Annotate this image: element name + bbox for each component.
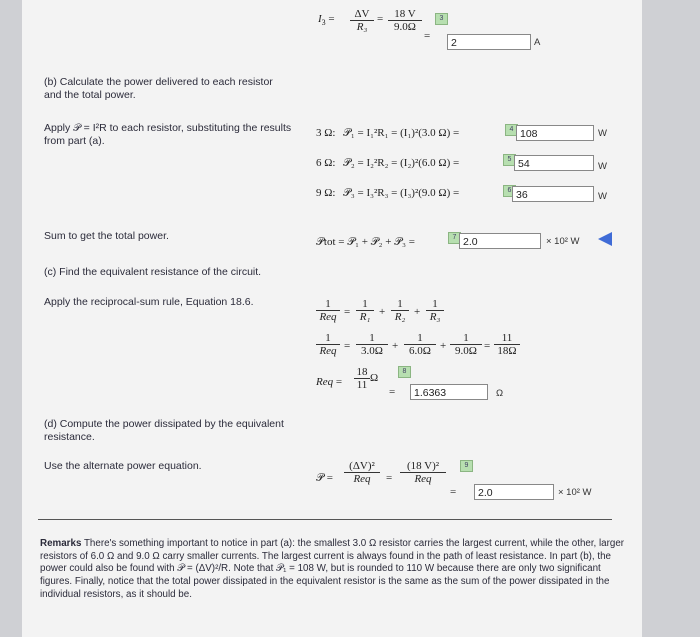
p-answer-input[interactable]: 2.0 — [474, 484, 554, 500]
part-b-instruction: Apply 𝒫 = I²R to each resistor, substituting the results from part (a). — [44, 122, 292, 147]
equals-sign: = — [344, 340, 351, 352]
part-c-instruction: Apply the reciprocal-sum rule, Equation 18.6. — [44, 296, 254, 308]
row1-expression: 𝒫₁ = I₁²R₁ = (I₁)²(3.0 Ω) = — [343, 127, 460, 139]
r3-fraction: $\frac{1}{\text{R₃}}$ — [426, 298, 444, 323]
i3-fraction-1: $\frac{\Delta V}{\text{R₃}}$ — [350, 8, 374, 33]
mouse-cursor-icon — [598, 232, 612, 246]
d1-fraction: $\frac{1}{3.0\Omega}$ — [356, 332, 388, 357]
equals-sign: = — [424, 30, 431, 42]
remarks-title: Remarks — [40, 538, 82, 549]
result-fraction: $\frac{11}{18\Omega}$ — [494, 332, 520, 357]
equals-sign: = — [377, 13, 384, 25]
alt-power-fraction-1: (ΔV)² Req — [344, 460, 380, 485]
part-c-prompt: (c) Find the equivalent resistance of the circuit. — [44, 266, 262, 278]
plus-sign: + — [379, 306, 386, 318]
p3-answer-input[interactable]: 36 — [512, 186, 594, 202]
ohm-symbol: Ω — [370, 372, 379, 384]
plus-sign: + — [440, 340, 447, 352]
step-5-icon[interactable]: 5 — [503, 154, 516, 166]
plus-sign: + — [414, 306, 421, 318]
p1-unit: W — [598, 128, 607, 139]
d2-fraction: $\frac{1}{6.0\Omega}$ — [404, 332, 436, 357]
req-value-fraction: $\frac{18}{11}$ — [354, 366, 370, 391]
r2-fraction: $\frac{1}{\text{R₂}}$ — [391, 298, 409, 323]
d3-fraction: $\frac{1}{9.0\Omega}$ — [450, 332, 482, 357]
i3-answer-input[interactable]: 2 — [447, 34, 531, 50]
step-4-icon[interactable]: 4 — [505, 124, 518, 136]
req-answer-input[interactable]: 1.6363 — [410, 384, 488, 400]
step-3-icon[interactable]: 3 — [435, 13, 448, 25]
part-d-prompt: (d) Compute the power dissipated by the equivalent resistance. — [44, 418, 284, 443]
part-d-instruction: Use the alternate power equation. — [44, 460, 202, 472]
row2-expression: 𝒫₂ = I₂²R₂ = (I₂)²(6.0 Ω) = — [343, 157, 460, 169]
sum-expression: 𝒫tot = 𝒫₁ + 𝒫₂ + 𝒫₃ = — [316, 236, 415, 248]
p-symbol: 𝒫 = — [316, 472, 333, 484]
step-7-icon[interactable]: 7 — [448, 232, 461, 244]
equals-sign: = — [484, 340, 491, 352]
row3-label: 9 Ω: — [316, 187, 336, 199]
equals-sign: = — [450, 486, 457, 498]
i3-symbol: $I_3$ = — [318, 13, 335, 28]
p2-unit: W — [598, 161, 607, 172]
i3-fraction-2: $\frac{18 V}{9.0\Omega}$ — [388, 8, 422, 33]
step-6-icon[interactable]: 6 — [503, 185, 516, 197]
p-unit: × 10² W — [558, 487, 592, 498]
step-9-icon[interactable]: 9 — [460, 460, 473, 472]
i3-unit: A — [534, 37, 541, 48]
req-unit: Ω — [496, 388, 504, 399]
equals-sign: = — [344, 306, 351, 318]
sum-instruction: Sum to get the total power. — [44, 230, 169, 242]
row1-label: 3 Ω: — [316, 127, 336, 139]
alt-power-fraction-2: (18 V)² Req — [400, 460, 446, 485]
plus-sign: + — [392, 340, 399, 352]
row3-expression: 𝒫₃ = I₃²R₃ = (I₃)²(9.0 Ω) = — [343, 187, 460, 199]
equals-sign: = — [389, 386, 396, 398]
req-symbol: Req = — [316, 376, 343, 388]
remarks-paragraph — [40, 538, 630, 602]
part-b-prompt: (b) Calculate the power delivered to each resistor and the total power. — [44, 76, 273, 101]
req-fraction: 1 Req — [316, 298, 340, 323]
p2-answer-input[interactable]: 54 — [514, 155, 594, 171]
remarks-text: There's something important to notice in part (a): the smallest 3.0 Ω resistor carries the largest current, while the other, larger resistors of 6.0 Ω and 9.0 Ω carry smaller currents. The largest current is always found in the path of least resistance. In part (b), the power could also be found with 𝒫 = (ΔV)²/R. Note that 𝒫₁ = 108 W, but is rounded to 110 W because there are only two significant figures. Finally, notice that the total power dissipated in the equivalent resistor is the same as the sum of the power dissipated in the individual resistors, as it should be. — [40, 538, 625, 600]
req-fraction-2: 1 Req — [316, 332, 340, 357]
ptot-unit: × 10² W — [546, 236, 580, 247]
step-8-icon[interactable]: 8 — [398, 366, 411, 378]
section-divider — [38, 519, 612, 520]
r1-fraction: $\frac{1}{\text{R₁}}$ — [356, 298, 374, 323]
ptot-answer-input[interactable]: 2.0 — [459, 233, 541, 249]
row2-label: 6 Ω: — [316, 157, 336, 169]
equals-sign: = — [386, 472, 393, 484]
p1-answer-input[interactable]: 108 — [516, 125, 594, 141]
p3-unit: W — [598, 191, 607, 202]
